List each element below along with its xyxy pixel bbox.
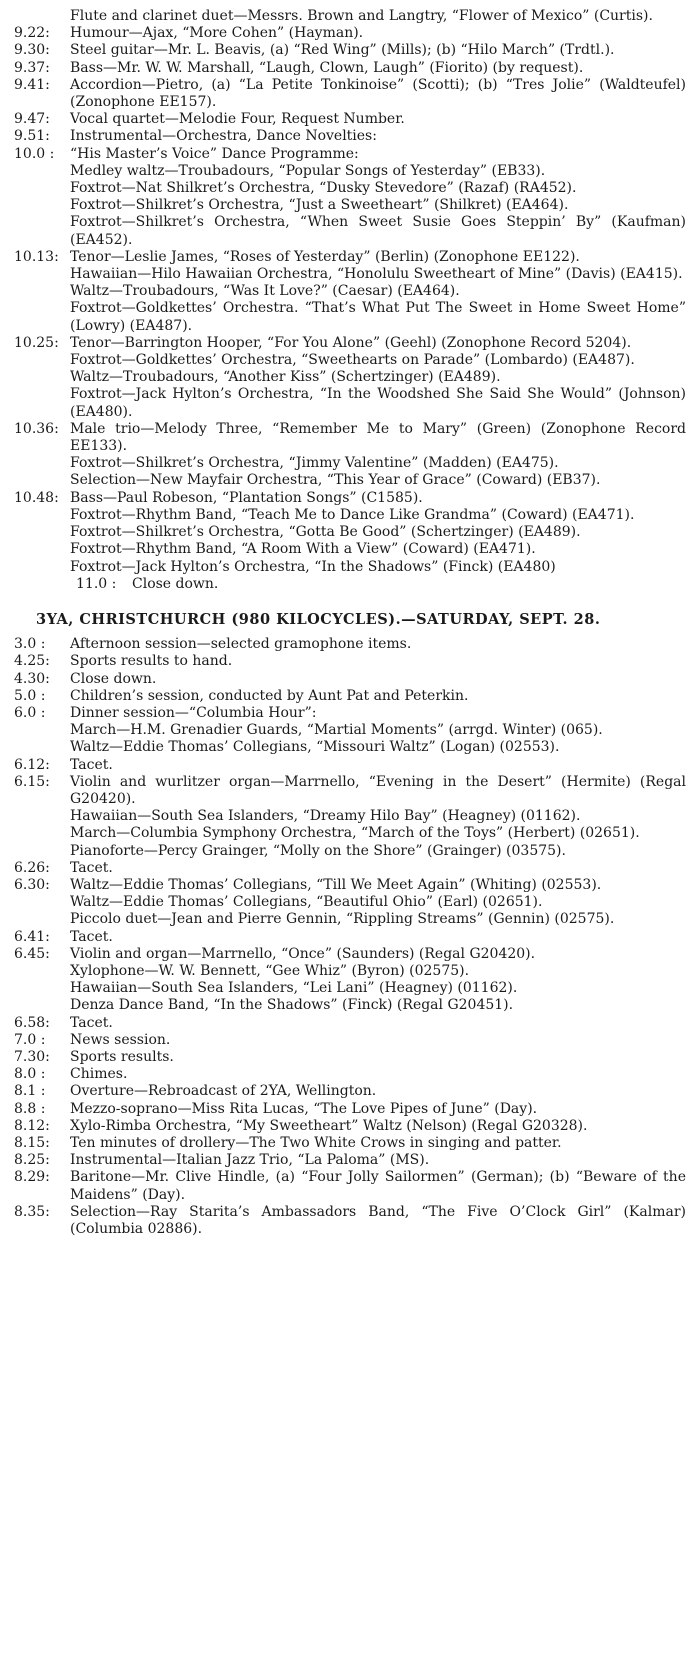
entry-time: 8.8 :	[14, 1100, 46, 1117]
programme-entry	[14, 946, 686, 963]
programme-entry	[14, 524, 686, 541]
programme-entry	[14, 739, 686, 756]
entry-time: 8.15:	[14, 1135, 50, 1151]
entry-text: News session.	[70, 1031, 171, 1048]
entry-text: Tacet.	[70, 928, 113, 945]
entry-time: 9.37:	[14, 59, 50, 76]
programme-entry	[14, 774, 686, 808]
entry-text: Hawaiian—South Sea Islanders, “Lei Lani” (Heagney) (01162).	[70, 980, 518, 997]
programme-entry	[14, 300, 686, 334]
entry-time: 6.45:	[14, 945, 50, 962]
programme-entry	[14, 1169, 686, 1203]
entry-time: 9.51:	[14, 128, 50, 145]
programme-entry	[14, 1204, 686, 1238]
entry-time: 6.41:	[14, 928, 50, 945]
entry-text: March—Columbia Symphony Orchestra, “March of the Toys” (Herbert) (02651).	[70, 825, 640, 842]
entry-text: Xylo-Rimba Orchestra, “My Sweetheart” Waltz (Nelson) (Regal G20328).	[70, 1117, 588, 1134]
programme-entry	[14, 1083, 686, 1100]
programme-entry	[14, 559, 686, 576]
entry-text: Foxtrot—Goldkettes’ Orchestra, “Sweethearts on Parade” (Lombardo) (EA487).	[70, 352, 635, 369]
programme-entry	[14, 472, 686, 489]
entry-time: 6.30:	[14, 876, 50, 893]
entry-text: Foxtrot—Jack Hylton’s Orchestra, “In the Shadows” (Finck) (EA480)	[70, 558, 556, 575]
entry-time: 7.30:	[14, 1048, 50, 1065]
entry-text: Mezzo-soprano—Miss Rita Lucas, “The Love Pipes of June” (Day).	[70, 1100, 538, 1117]
programme-entry	[14, 671, 686, 688]
programme-entry	[14, 1118, 686, 1135]
programme-entry	[14, 197, 686, 214]
programme-entry	[14, 266, 686, 283]
station-heading: 3YA, CHRISTCHURCH (980 KILOCYCLES).—SATURDAY, SEPT. 28.	[36, 610, 601, 628]
entry-time: 9.47:	[14, 111, 50, 128]
programme-entry	[14, 8, 686, 25]
programme-entry	[14, 705, 686, 722]
entry-text: Male trio—Melody Three, “Remember Me to Mary” (Green) (Zonophone Record EE133).	[70, 420, 686, 455]
programme-entry	[14, 1101, 686, 1118]
programme-entry	[14, 146, 686, 163]
entry-text: Ten minutes of drollery—The Two White Crows in singing and patter.	[70, 1135, 562, 1151]
entry-time: 10.0 :	[14, 145, 55, 162]
programme-entry	[14, 1152, 686, 1169]
entry-text: Piccolo duet—Jean and Pierre Gennin, “Rippling Streams” (Gennin) (02575).	[70, 911, 615, 928]
entry-text: Foxtrot—Shilkret’s Orchestra, “Jimmy Valentine” (Madden) (EA475).	[70, 455, 559, 472]
entry-text: “His Master’s Voice” Dance Programme:	[70, 145, 359, 162]
entry-text: Foxtrot—Jack Hylton’s Orchestra, “In the Woodshed She Said She Would” (Johnson) (EA480).	[70, 386, 686, 420]
entry-text: Foxtrot—Rhythm Band, “Teach Me to Dance Like Grandma” (Coward) (EA471).	[70, 506, 635, 523]
programme-entry	[14, 60, 686, 77]
entry-text: Waltz—Troubadours, “Another Kiss” (Schertzinger) (EA489).	[70, 369, 501, 386]
programme-entry	[14, 25, 686, 42]
entry-text: Foxtrot—Nat Shilkret’s Orchestra, “Dusky Stevedore” (Razaf) (RA452).	[70, 180, 577, 197]
programme-entry	[14, 722, 686, 739]
entry-time: 8.29:	[14, 1169, 50, 1186]
entry-text: Flute and clarinet duet—Messrs. Brown and Langtry, “Flower of Mexico” (Curtis).	[70, 8, 653, 24]
programme-entry	[14, 636, 686, 653]
entry-text: Waltz—Eddie Thomas’ Collegians, “Missouri Waltz” (Logan) (02553).	[70, 739, 560, 756]
entry-text: Overture—Rebroadcast of 2YA, Wellington.	[70, 1083, 377, 1100]
programme-entry	[14, 283, 686, 300]
programme-entry	[14, 843, 686, 860]
wellington-programme-continued	[14, 8, 686, 576]
entry-text: Hawaiian—Hilo Hawaiian Orchestra, “Honolulu Sweetheart of Mine” (Davis) (EA415).	[70, 266, 683, 283]
entry-time: 10.25:	[14, 334, 59, 351]
entry-time: 8.35:	[14, 1203, 50, 1220]
programme-entry	[14, 911, 686, 928]
entry-text: Violin and wurlitzer organ—Marrnello, “Evening in the Desert” (Hermite) (Regal G20420).	[70, 773, 686, 807]
entry-time: 8.0 :	[14, 1066, 46, 1083]
entry-text: Foxtrot—Shilkret’s Orchestra, “When Sweet Susie Goes Steppin’ By” (Kaufman) (EA452).	[70, 214, 686, 248]
programme-entry	[14, 111, 686, 128]
entry-time: 4.30:	[14, 670, 50, 687]
programme-entry	[14, 757, 686, 774]
entry-text: Tenor—Leslie James, “Roses of Yesterday” (Berlin) (Zonophone EE122).	[70, 248, 580, 265]
entry-text: Waltz—Troubadours, “Was It Love?” (Caesar) (EA464).	[70, 283, 460, 300]
programme-entry	[14, 455, 686, 472]
entry-time: 6.58:	[14, 1014, 50, 1031]
entry-text: March—H.M. Grenadier Guards, “Martial Moments” (arrgd. Winter) (065).	[70, 722, 603, 739]
entry-time: 11.0 :	[76, 575, 117, 592]
entry-text: Humour—Ajax, “More Cohen” (Hayman).	[70, 25, 364, 42]
entry-text: Foxtrot—Shilkret’s Orchestra, “Just a Sweetheart” (Shilkret) (EA464).	[70, 197, 569, 214]
entry-text: Waltz—Eddie Thomas’ Collegians, “Till We Meet Again” (Whiting) (02553).	[70, 876, 602, 893]
entry-time: 5.0 :	[14, 687, 46, 704]
entry-time: 6.0 :	[14, 704, 46, 721]
entry-text: Vocal quartet—Melodie Four, Request Number.	[70, 111, 405, 128]
entry-text: Accordion—Pietro, (a) “La Petite Tonkinoise” (Scotti); (b) “Tres Jolie” (Waldteufel) (Zonophone EE157).	[70, 76, 686, 111]
entry-text: Pianoforte—Percy Grainger, “Molly on the Shore” (Grainger) (03575).	[70, 842, 566, 859]
programme-entry	[14, 688, 686, 705]
programme-entry	[14, 214, 686, 248]
entry-text: Foxtrot—Rhythm Band, “A Room With a View” (Coward) (EA471).	[70, 541, 536, 558]
entry-text: Sports results to hand.	[70, 653, 233, 670]
entry-time: 3.0 :	[14, 636, 46, 653]
entry-text: Afternoon session—selected gramophone items.	[70, 636, 412, 653]
entry-text: Xylophone—W. W. Bennett, “Gee Whiz” (Byron) (02575).	[70, 962, 470, 979]
programme-entry	[14, 808, 686, 825]
entry-text: Close down.	[132, 575, 219, 592]
entry-text: Bass—Paul Robeson, “Plantation Songs” (C1585).	[70, 489, 423, 506]
programme-entry	[14, 963, 686, 980]
entry-text: Foxtrot—Shilkret’s Orchestra, “Gotta Be Good” (Schertzinger) (EA489).	[70, 524, 581, 541]
entry-time: 9.22:	[14, 25, 50, 42]
entry-time: 8.25:	[14, 1152, 50, 1169]
entry-time: 8.1 :	[14, 1083, 46, 1100]
entry-time: 7.0 :	[14, 1031, 46, 1048]
programme-entry	[14, 541, 686, 558]
entry-time: 9.30:	[14, 42, 50, 59]
entry-text: Close down.	[70, 670, 157, 687]
programme-entry	[14, 997, 686, 1014]
entry-text: Tacet.	[70, 1014, 113, 1031]
entry-time: 10.36:	[14, 420, 59, 437]
entry-time: 4.25:	[14, 653, 50, 670]
programme-entry	[14, 369, 686, 386]
entry-text: Tacet.	[70, 859, 113, 876]
christchurch-programme	[14, 636, 686, 1238]
programme-entry	[14, 180, 686, 197]
entry-text: Violin and organ—Marrnello, “Once” (Saunders) (Regal G20420).	[70, 945, 536, 962]
entry-text: Children’s session, conducted by Aunt Pat and Peterkin.	[70, 687, 469, 704]
programme-entry	[14, 980, 686, 997]
programme-entry	[14, 1135, 686, 1152]
entry-time: 10.48:	[14, 489, 59, 506]
programme-entry	[14, 128, 686, 145]
entry-text: Denza Dance Band, “In the Shadows” (Finck) (Regal G20451).	[70, 997, 514, 1014]
programme-entry	[14, 860, 686, 877]
entry-text: Sports results.	[70, 1048, 174, 1065]
entry-text: Instrumental—Italian Jazz Trio, “La Paloma” (MS).	[70, 1152, 430, 1169]
entry-text: Bass—Mr. W. W. Marshall, “Laugh, Clown, Laugh” (Fiorito) (by request).	[70, 59, 584, 76]
programme-entry	[14, 929, 686, 946]
entry-text: Steel guitar—Mr. L. Beavis, (a) “Red Wing” (Mills); (b) “Hilo March” (Trdtl.).	[70, 42, 615, 59]
entry-text: Hawaiian—South Sea Islanders, “Dreamy Hilo Bay” (Heagney) (01162).	[70, 808, 581, 825]
entry-time: 8.12:	[14, 1117, 50, 1134]
programme-entry	[14, 877, 686, 894]
entry-time: 6.26:	[14, 859, 50, 876]
programme-entry	[14, 490, 686, 507]
programme-entry	[14, 386, 686, 420]
programme-entry	[14, 507, 686, 524]
entry-text: Instrumental—Orchestra, Dance Novelties:	[70, 128, 377, 145]
entry-time: 9.41:	[14, 76, 50, 93]
entry-time: 6.15:	[14, 773, 50, 790]
entry-text: Tenor—Barrington Hooper, “For You Alone” (Geehl) (Zonophone Record 5204).	[70, 334, 632, 351]
entry-text: Waltz—Eddie Thomas’ Collegians, “Beautiful Ohio” (Earl) (02651).	[70, 894, 543, 911]
programme-entry	[14, 1066, 686, 1083]
programme-entry	[14, 1032, 686, 1049]
entry-text: Selection—Ray Starita’s Ambassadors Band, “The Five O’Clock Girl” (Kalmar) (Columbia 02886).	[70, 1203, 686, 1238]
entry-time: 10.13:	[14, 248, 59, 265]
programme-entry	[14, 1049, 686, 1066]
entry-text: Dinner session—“Columbia Hour”:	[70, 704, 317, 721]
programme-entry	[14, 77, 686, 111]
programme-entry	[14, 352, 686, 369]
entry-text: Baritone—Mr. Clive Hindle, (a) “Four Jolly Sailormen” (German); (b) “Beware of the Maidens” (Day).	[70, 1169, 686, 1203]
close-down-line	[14, 576, 686, 593]
entry-text: Medley waltz—Troubadours, “Popular Songs of Yesterday” (EB33).	[70, 162, 546, 179]
programme-entry	[14, 42, 686, 59]
entry-text: Tacet.	[70, 756, 113, 773]
entry-text: Chimes.	[70, 1066, 128, 1083]
programme-entry	[14, 825, 686, 842]
programme-entry	[14, 1015, 686, 1032]
programme-entry	[14, 421, 686, 455]
programme-entry	[14, 894, 686, 911]
entry-text: Selection—New Mayfair Orchestra, “This Year of Grace” (Coward) (EB37).	[70, 472, 601, 489]
programme-entry	[14, 163, 686, 180]
programme-entry	[14, 335, 686, 352]
entry-time: 6.12:	[14, 756, 50, 773]
programme-entry	[14, 653, 686, 670]
entry-text: Foxtrot—Goldkettes’ Orchestra. “That’s What Put The Sweet in Home Sweet Home” (Lowry) (EA487).	[70, 300, 686, 334]
programme-entry	[14, 249, 686, 266]
